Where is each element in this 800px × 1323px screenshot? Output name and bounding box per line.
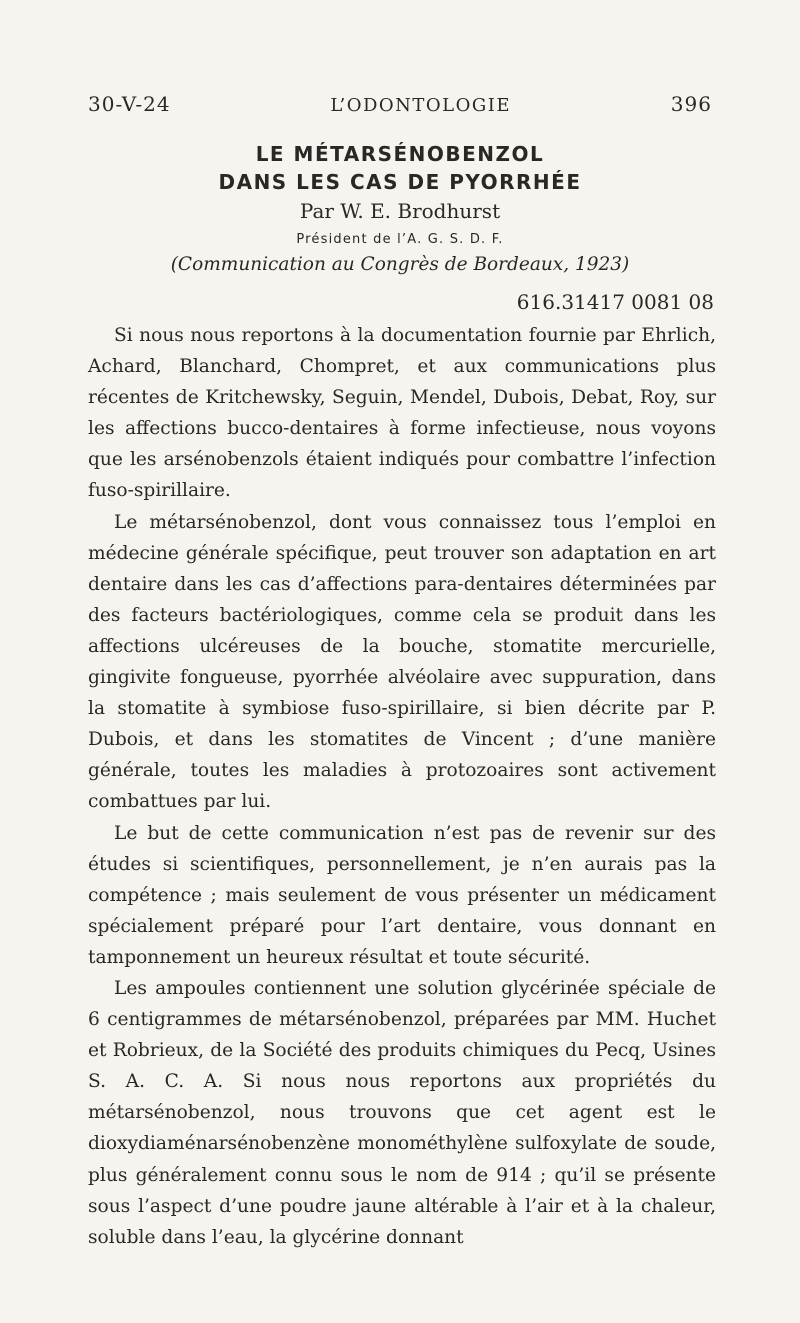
- issue-date: 30-V-24: [88, 92, 171, 116]
- classification-number: 616.31417 0081 08: [516, 290, 714, 314]
- body-paragraph-2: Le métarsénobenzol, dont vous connaissez tous l’emploi en médecine générale spécifique, peut trouver son adaptation en art dentaire dans les cas d’affections para-dentaires déterminées par des facteurs bactériologiques, comme cela se produit dans les affections ulcéreuses de la bouche, stomatite mercurielle, gingivite fongueuse, pyorrhée alvéolaire avec suppuration, dans la stomatite à symbiose fuso-spirillaire, si bien décrite par P. Dubois, et dans les stomatites de Vincent ; d’une manière générale, toutes les maladies à protozoaires sont activement combattues par lui.: [88, 511, 716, 813]
- article-body: [88, 320, 716, 1253]
- author-byline: Par W. E. Brodhurst: [299, 199, 501, 223]
- running-header: [88, 92, 712, 116]
- body-paragraph-4: Les ampoules contiennent une solution glycérinée spéciale de 6 centigrammes de métarsénobenzol, préparées par MM. Huchet et Robrieux, de la Société des produits chimiques du Pecq, Usines S. A. C. A. Si nous nous reportons aux propriétés du métarsénobenzol, nous trouvons que cet agent est le dioxydiaménarsénobenzène monométhylène sulfoxylate de soude, plus généralement connu sous le nom de 914 ; qu’il se présente sous l’aspect d’une poudre jaune altérable à l’air et à la chaleur, soluble dans l’eau, la glycérine donnant: [88, 977, 716, 1248]
- journal-title: L’ODONTOLOGIE: [330, 95, 512, 116]
- author-affiliation: Président de l’A. G. S. D. F.: [296, 232, 504, 247]
- article-title-line-2: DANS LES CAS DE PYORRHÉE: [218, 170, 582, 194]
- body-paragraph-3: Le but de cette communication n’est pas de revenir sur des études si scientifiques, personnellement, je n’en aurais pas la compétence ; mais seulement de vous présenter un médicament spécialement préparé pour l’art dentaire, vous donnant en tamponnement un heureux résultat et toute sécurité.: [88, 822, 716, 968]
- article-title-line-1: LE MÉTARSÉNOBENZOL: [255, 142, 545, 166]
- communication-note: (Communication au Congrès de Bordeaux, 1923): [170, 254, 630, 275]
- article-title: [0, 140, 800, 196]
- page-number: 396: [670, 92, 712, 116]
- body-paragraph-1: Si nous nous reportons à la documentation fournie par Ehrlich, Achard, Blanchard, Chompret, et aux communications plus récentes de Kritchewsky, Seguin, Mendel, Dubois, Debat, Roy, sur les affections bucco-dentaires à forme infectieuse, nous voyons que les arsénobenzols étaient indiqués pour combattre l’infection fuso-spirillaire.: [88, 325, 716, 502]
